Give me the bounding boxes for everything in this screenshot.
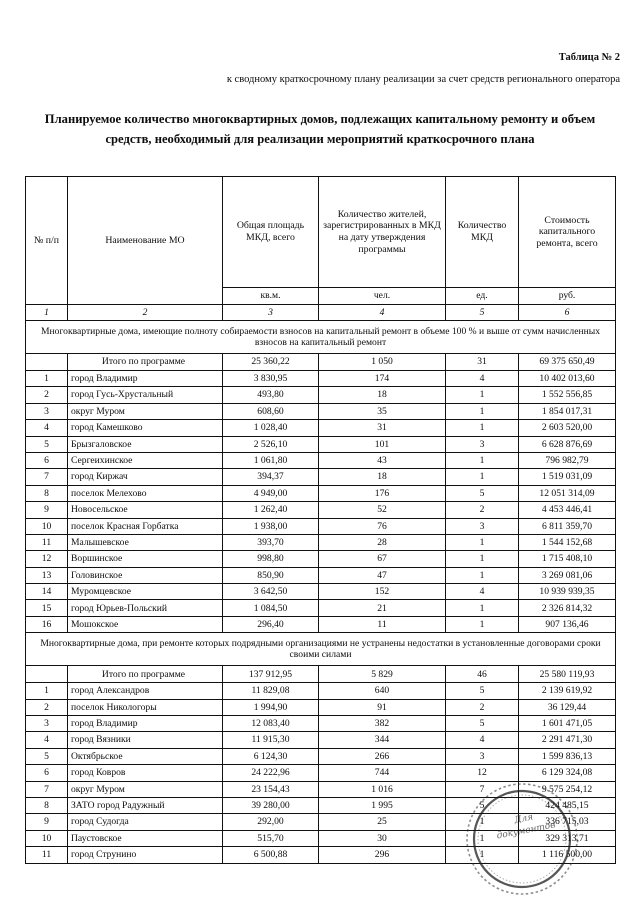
row-area: 393,70 xyxy=(223,534,319,550)
row-area: 11 915,30 xyxy=(223,732,319,748)
row-municipality: город Ковров xyxy=(68,765,223,781)
row-cost: 336 715,03 xyxy=(519,814,616,830)
row-municipality: Сергеихинское xyxy=(68,452,223,468)
row-municipality: Паустовское xyxy=(68,830,223,846)
row-municipality: город Владимир xyxy=(68,716,223,732)
row-residents: 43 xyxy=(319,452,446,468)
column-header-1: № п/п xyxy=(26,177,68,305)
row-buildings: 4 xyxy=(446,371,519,387)
total-buildings: 31 xyxy=(446,354,519,371)
row-municipality: округ Муром xyxy=(68,781,223,797)
row-index: 8 xyxy=(26,485,68,501)
row-cost: 329 313,71 xyxy=(519,830,616,846)
column-header-4: Количество жителей, зарегистрированных в МКД на дату утверждения программы xyxy=(319,177,446,288)
row-index: 3 xyxy=(26,403,68,419)
row-buildings: 5 xyxy=(446,485,519,501)
row-municipality: город Вязники xyxy=(68,732,223,748)
row-cost: 6 811 359,70 xyxy=(519,518,616,534)
column-header-2: Наименование МО xyxy=(68,177,223,305)
row-buildings: 1 xyxy=(446,830,519,846)
row-buildings: 1 xyxy=(446,567,519,583)
row-cost: 1 519 031,09 xyxy=(519,469,616,485)
document-header xyxy=(150,50,620,89)
table-row xyxy=(26,765,616,781)
row-residents: 25 xyxy=(319,814,446,830)
row-cost: 1 552 556,85 xyxy=(519,387,616,403)
table-column-number-row xyxy=(26,305,616,321)
column-number-2: 2 xyxy=(68,305,223,321)
row-buildings: 4 xyxy=(446,732,519,748)
section-total-row xyxy=(26,354,616,371)
row-residents: 11 xyxy=(319,616,446,632)
column-number-5: 5 xyxy=(446,305,519,321)
row-cost: 10 402 013,60 xyxy=(519,371,616,387)
table-row xyxy=(26,716,616,732)
row-index: 2 xyxy=(26,699,68,715)
row-buildings: 2 xyxy=(446,502,519,518)
row-buildings: 1 xyxy=(446,387,519,403)
row-residents: 266 xyxy=(319,748,446,764)
row-area: 608,60 xyxy=(223,403,319,419)
table-row xyxy=(26,387,616,403)
row-municipality: город Киржач xyxy=(68,469,223,485)
table-number: Таблица № 2 xyxy=(558,52,620,63)
total-residents: 5 829 xyxy=(319,666,446,683)
row-residents: 18 xyxy=(319,469,446,485)
column-header-6: Стоимость капитального ремонта, всего xyxy=(519,177,616,288)
row-municipality: поселок Никологоры xyxy=(68,699,223,715)
row-area: 1 084,50 xyxy=(223,600,319,616)
row-buildings: 5 xyxy=(446,683,519,699)
row-index: 11 xyxy=(26,534,68,550)
row-area: 998,80 xyxy=(223,551,319,567)
row-cost: 1 544 152,68 xyxy=(519,534,616,550)
table-row xyxy=(26,584,616,600)
column-unit-5: ед. xyxy=(446,288,519,305)
total-label: Итого по программе xyxy=(68,666,223,683)
row-residents: 30 xyxy=(319,830,446,846)
row-municipality: Воршинское xyxy=(68,551,223,567)
row-residents: 174 xyxy=(319,371,446,387)
row-municipality: Брызгаловское xyxy=(68,436,223,452)
row-index: 15 xyxy=(26,600,68,616)
row-cost: 2 326 814,32 xyxy=(519,600,616,616)
table-row xyxy=(26,847,616,863)
row-residents: 640 xyxy=(319,683,446,699)
row-area: 23 154,43 xyxy=(223,781,319,797)
row-cost: 12 051 314,09 xyxy=(519,485,616,501)
table-row xyxy=(26,830,616,846)
total-area: 25 360,22 xyxy=(223,354,319,371)
row-cost: 3 269 081,06 xyxy=(519,567,616,583)
row-cost: 10 939 939,35 xyxy=(519,584,616,600)
table-row xyxy=(26,781,616,797)
table-row xyxy=(26,469,616,485)
row-index: 1 xyxy=(26,371,68,387)
row-municipality: город Струнино xyxy=(68,847,223,863)
row-municipality: город Гусь-Хрустальный xyxy=(68,387,223,403)
table-row xyxy=(26,683,616,699)
row-index: 2 xyxy=(26,387,68,403)
table-row xyxy=(26,452,616,468)
row-municipality: поселок Красная Горбатка xyxy=(68,518,223,534)
report-table xyxy=(25,176,616,864)
row-buildings: 5 xyxy=(446,716,519,732)
table-row xyxy=(26,371,616,387)
table-row xyxy=(26,600,616,616)
row-municipality: Малышевское xyxy=(68,534,223,550)
total-cost: 69 375 650,49 xyxy=(519,354,616,371)
row-buildings: 1 xyxy=(446,847,519,863)
table-row xyxy=(26,699,616,715)
total-row-index-cell xyxy=(26,354,68,371)
row-residents: 744 xyxy=(319,765,446,781)
row-buildings: 3 xyxy=(446,436,519,452)
header-subtitle: к сводному краткосрочному плану реализации за счет средств регионального оператора xyxy=(226,74,620,86)
row-area: 493,80 xyxy=(223,387,319,403)
row-index: 8 xyxy=(26,797,68,813)
row-buildings: 5 xyxy=(446,797,519,813)
row-buildings: 2 xyxy=(446,699,519,715)
table-row xyxy=(26,551,616,567)
row-area: 2 526,10 xyxy=(223,436,319,452)
total-row-index-cell xyxy=(26,666,68,683)
row-area: 515,70 xyxy=(223,830,319,846)
row-municipality: округ Муром xyxy=(68,403,223,419)
row-residents: 344 xyxy=(319,732,446,748)
row-cost: 907 136,46 xyxy=(519,616,616,632)
row-buildings: 1 xyxy=(446,420,519,436)
row-buildings: 1 xyxy=(446,600,519,616)
row-buildings: 1 xyxy=(446,551,519,567)
row-index: 6 xyxy=(26,765,68,781)
row-municipality: ЗАТО город Радужный xyxy=(68,797,223,813)
row-municipality: город Судогда xyxy=(68,814,223,830)
row-cost: 2 603 520,00 xyxy=(519,420,616,436)
row-municipality: Головинское xyxy=(68,567,223,583)
row-area: 292,00 xyxy=(223,814,319,830)
row-index: 14 xyxy=(26,584,68,600)
row-index: 9 xyxy=(26,814,68,830)
row-index: 7 xyxy=(26,781,68,797)
page-title: Планируемое количество многоквартирных домов, подлежащих капитальному ремонту и объем средств, необходимый для реализации мероприятий краткосрочного плана xyxy=(44,112,596,146)
table-row xyxy=(26,748,616,764)
column-unit-6: руб. xyxy=(519,288,616,305)
column-unit-4: чел. xyxy=(319,288,446,305)
row-residents: 382 xyxy=(319,716,446,732)
total-cost: 25 580 119,93 xyxy=(519,666,616,683)
row-cost: 1 599 836,13 xyxy=(519,748,616,764)
row-cost: 2 291 471,30 xyxy=(519,732,616,748)
row-cost: 1 854 017,31 xyxy=(519,403,616,419)
row-cost: 6 129 324,08 xyxy=(519,765,616,781)
row-index: 7 xyxy=(26,469,68,485)
row-area: 3 642,50 xyxy=(223,584,319,600)
table-row xyxy=(26,814,616,830)
column-number-1: 1 xyxy=(26,305,68,321)
column-header-3: Общая площадь МКД, всего xyxy=(223,177,319,288)
row-municipality: город Владимир xyxy=(68,371,223,387)
row-residents: 18 xyxy=(319,387,446,403)
column-unit-3: кв.м. xyxy=(223,288,319,305)
row-residents: 76 xyxy=(319,518,446,534)
row-index: 6 xyxy=(26,452,68,468)
row-residents: 296 xyxy=(319,847,446,863)
section-heading: Многоквартирные дома, при ремонте которых подрядными организациями не устранены недостатки в установленные договорами сроки своими силами xyxy=(26,633,616,666)
row-index: 4 xyxy=(26,732,68,748)
row-index: 16 xyxy=(26,616,68,632)
row-buildings: 1 xyxy=(446,814,519,830)
table-row xyxy=(26,797,616,813)
stamp-label: Для документов xyxy=(495,812,557,842)
row-residents: 1 995 xyxy=(319,797,446,813)
row-municipality: Октябрьское xyxy=(68,748,223,764)
row-residents: 52 xyxy=(319,502,446,518)
total-area: 137 912,95 xyxy=(223,666,319,683)
row-area: 296,40 xyxy=(223,616,319,632)
section-heading-row xyxy=(26,321,616,354)
row-cost: 1 601 471,05 xyxy=(519,716,616,732)
section-heading-row xyxy=(26,633,616,666)
total-label: Итого по программе xyxy=(68,354,223,371)
row-index: 10 xyxy=(26,518,68,534)
row-area: 1 938,00 xyxy=(223,518,319,534)
row-buildings: 1 xyxy=(446,403,519,419)
row-municipality: Новосельское xyxy=(68,502,223,518)
row-municipality: город Камешково xyxy=(68,420,223,436)
total-buildings: 46 xyxy=(446,666,519,683)
row-index: 13 xyxy=(26,567,68,583)
row-residents: 1 016 xyxy=(319,781,446,797)
column-header-5: Количество МКД xyxy=(446,177,519,288)
row-index: 10 xyxy=(26,830,68,846)
row-municipality: город Юрьев-Польский xyxy=(68,600,223,616)
row-residents: 35 xyxy=(319,403,446,419)
section-total-row xyxy=(26,666,616,683)
row-area: 3 830,95 xyxy=(223,371,319,387)
table-row xyxy=(26,518,616,534)
table-row xyxy=(26,420,616,436)
row-index: 4 xyxy=(26,420,68,436)
row-residents: 67 xyxy=(319,551,446,567)
column-number-6: 6 xyxy=(519,305,616,321)
row-residents: 31 xyxy=(319,420,446,436)
row-residents: 21 xyxy=(319,600,446,616)
total-residents: 1 050 xyxy=(319,354,446,371)
row-residents: 152 xyxy=(319,584,446,600)
row-residents: 101 xyxy=(319,436,446,452)
table-header-row xyxy=(26,177,616,288)
column-number-3: 3 xyxy=(223,305,319,321)
row-area: 11 829,08 xyxy=(223,683,319,699)
row-buildings: 1 xyxy=(446,469,519,485)
row-area: 39 280,00 xyxy=(223,797,319,813)
row-cost: 1 116 500,00 xyxy=(519,847,616,863)
row-area: 1 028,40 xyxy=(223,420,319,436)
row-cost: 9 575 254,12 xyxy=(519,781,616,797)
row-area: 12 083,40 xyxy=(223,716,319,732)
row-buildings: 1 xyxy=(446,452,519,468)
row-area: 394,37 xyxy=(223,469,319,485)
row-area: 1 262,40 xyxy=(223,502,319,518)
row-buildings: 3 xyxy=(446,518,519,534)
table-row xyxy=(26,567,616,583)
row-index: 11 xyxy=(26,847,68,863)
table-row xyxy=(26,616,616,632)
row-cost: 2 139 619,92 xyxy=(519,683,616,699)
row-cost: 6 628 876,69 xyxy=(519,436,616,452)
row-municipality: город Александров xyxy=(68,683,223,699)
row-municipality: Муромцевское xyxy=(68,584,223,600)
row-buildings: 7 xyxy=(446,781,519,797)
row-area: 4 949,00 xyxy=(223,485,319,501)
report-table-body xyxy=(26,177,616,864)
row-municipality: Мошокское xyxy=(68,616,223,632)
report-table-container xyxy=(25,176,615,864)
row-cost: 36 129,44 xyxy=(519,699,616,715)
row-residents: 176 xyxy=(319,485,446,501)
row-index: 5 xyxy=(26,436,68,452)
row-residents: 91 xyxy=(319,699,446,715)
column-number-4: 4 xyxy=(319,305,446,321)
row-buildings: 1 xyxy=(446,534,519,550)
row-index: 9 xyxy=(26,502,68,518)
row-index: 3 xyxy=(26,716,68,732)
row-buildings: 12 xyxy=(446,765,519,781)
row-area: 1 061,80 xyxy=(223,452,319,468)
table-row xyxy=(26,436,616,452)
row-residents: 28 xyxy=(319,534,446,550)
row-index: 1 xyxy=(26,683,68,699)
row-cost: 424 485,15 xyxy=(519,797,616,813)
table-row xyxy=(26,534,616,550)
row-municipality: поселок Мелехово xyxy=(68,485,223,501)
row-cost: 1 715 408,10 xyxy=(519,551,616,567)
table-row xyxy=(26,485,616,501)
table-row xyxy=(26,502,616,518)
row-buildings: 3 xyxy=(446,748,519,764)
row-buildings: 1 xyxy=(446,616,519,632)
row-area: 6 500,88 xyxy=(223,847,319,863)
row-index: 5 xyxy=(26,748,68,764)
row-residents: 47 xyxy=(319,567,446,583)
row-cost: 796 982,79 xyxy=(519,452,616,468)
row-area: 6 124,30 xyxy=(223,748,319,764)
row-index: 12 xyxy=(26,551,68,567)
row-area: 1 994,90 xyxy=(223,699,319,715)
table-row xyxy=(26,732,616,748)
table-row xyxy=(26,403,616,419)
row-cost: 4 453 446,41 xyxy=(519,502,616,518)
row-buildings: 4 xyxy=(446,584,519,600)
row-area: 850,90 xyxy=(223,567,319,583)
section-heading: Многоквартирные дома, имеющие полноту собираемости взносов на капитальный ремонт в объеме 100 % и выше от сумм начисленных взносов на капитальный ремонт xyxy=(26,321,616,354)
row-area: 24 222,96 xyxy=(223,765,319,781)
